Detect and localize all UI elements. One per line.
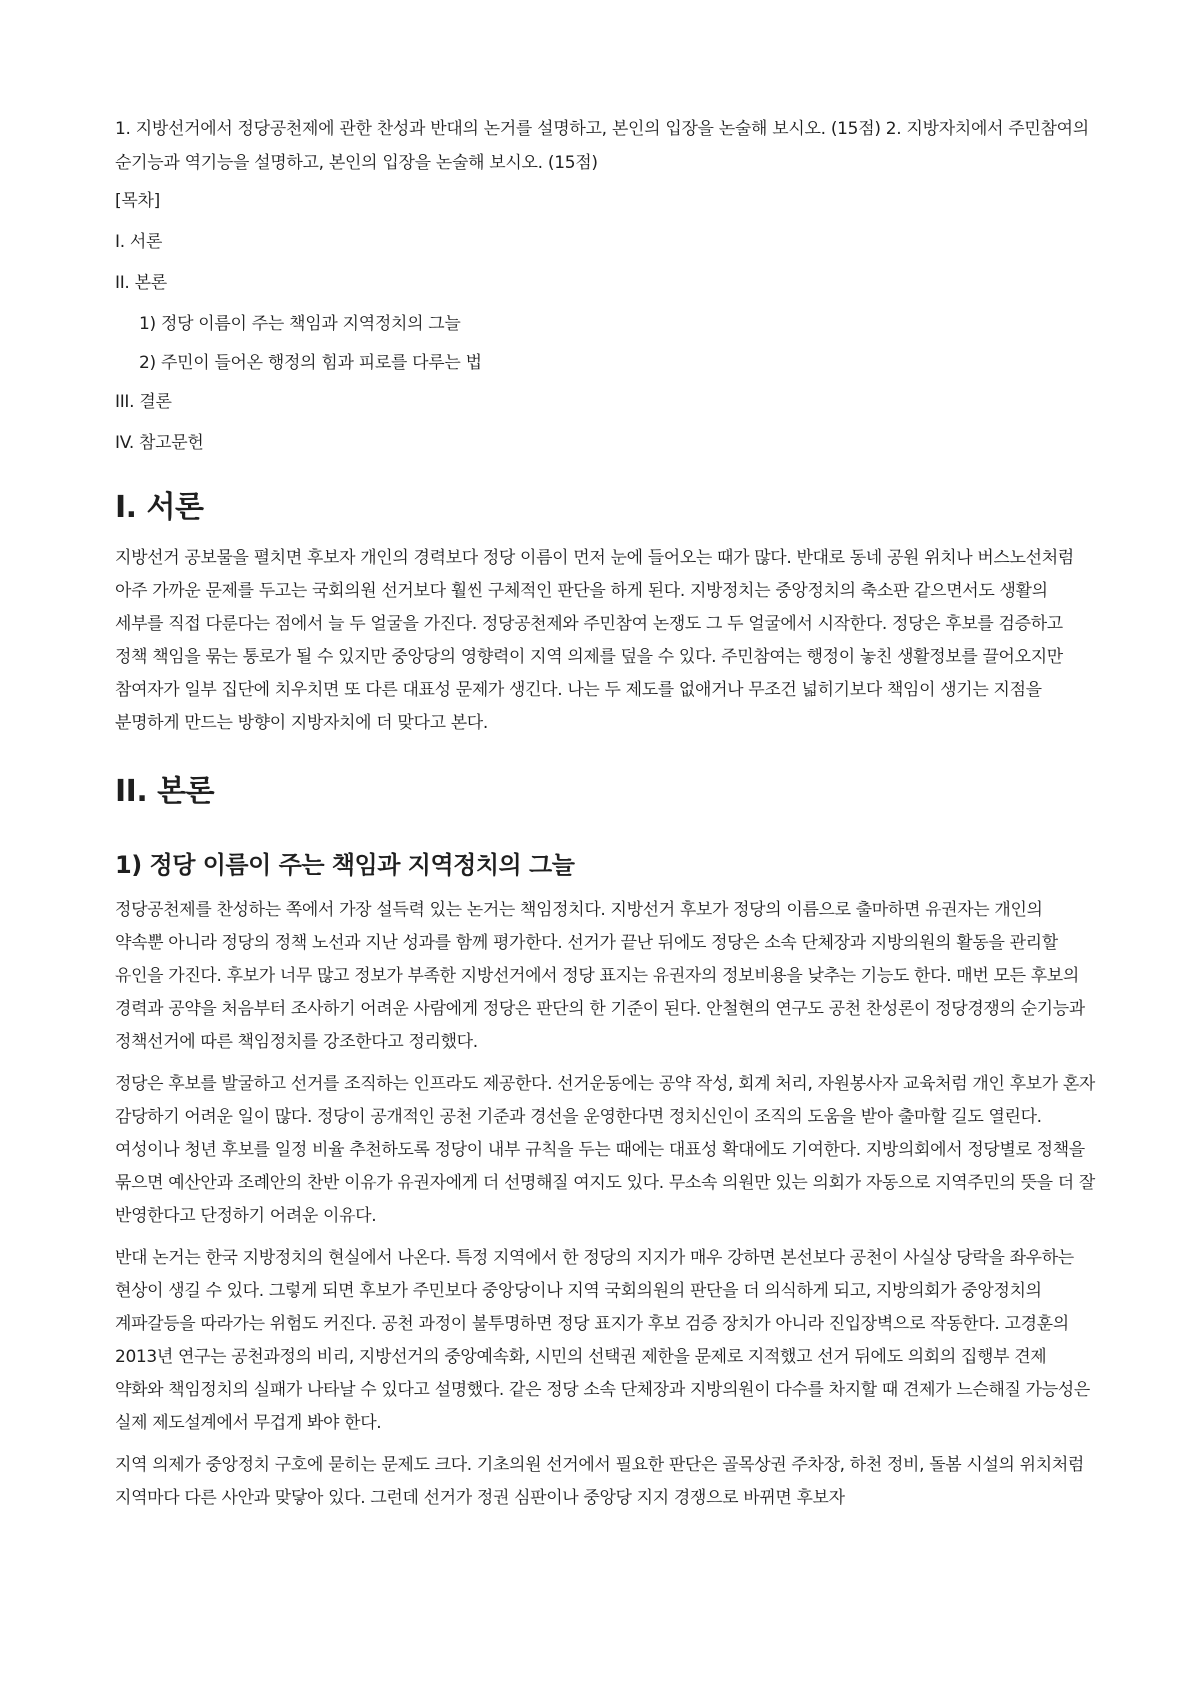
body-paragraph: 반대 논거는 한국 지방정치의 현실에서 나온다. 특정 지역에서 한 정당의 지지가 매우 강하면 본선보다 공천이 사실상 당락을 좌우하는 현상이 생길 수 있다. 그렇게 되면 후보가 주민보다 중앙당이나 지역 국회의원의 판단을 더 의식하게 되고, 지방의회가 중앙정치의 계파갈등을 따라가는 위험도 커진다. 공천 과정이 불투명하면 정당 표지가 후보 검증 장치가 아니라 진입장벽으로 작동한다. 고경훈의 2013년 연구는 공천과정의 비리, 지방선거의 중앙예속화, 시민의 선택권 제한을 문제로 지적했고 선거 뒤에도 의회의 집행부 견제 약화와 책임정치의 실패가 나타날 수 있다고 설명했다. 같은 정당 소속 단체장과 지방의원이 다수를 차지할 때 견제가 느슨해질 가능성은 실제 제도설계에서 무겁게 봐야 한다. (115, 1248, 1090, 1433)
assignment-question: 1. 지방선거에서 정당공천제에 관한 찬성과 반대의 논거를 설명하고, 본인의 입장을 논술해 보시오. (15점) 2. 지방자치에서 주민참여의 순기능과 역기능을 설명하고, 본인의 입장을 논술해 보시오. (15점) (115, 119, 1089, 173)
body-paragraph: 지역 의제가 중앙정치 구호에 묻히는 문제도 크다. 기초의원 선거에서 필요한 판단은 골목상권 주차장, 하천 정비, 돌봄 시설의 위치처럼 지역마다 다른 사안과 맞닿아 있다. 그런데 선거가 정권 심판이나 중앙당 지지 경쟁으로 바뀌면 후보자 (115, 1455, 1084, 1508)
body-paragraph: 정당공천제를 찬성하는 쪽에서 가장 설득력 있는 논거는 책임정치다. 지방선거 후보가 정당의 이름으로 출마하면 유권자는 개인의 약속뿐 아니라 정당의 정책 노선과 지난 성과를 함께 평가한다. 선거가 끝난 뒤에도 정당은 소속 단체장과 지방의원의 활동을 관리할 유인을 가진다. 후보가 너무 많고 정보가 부족한 지방선거에서 정당 표지는 유권자의 정보비용을 낮추는 기능도 한다. 매번 모든 후보의 경력과 공약을 처음부터 조사하기 어려운 사람에게 정당은 판단의 한 기준이 된다. 안철현의 연구도 공천 찬성론이 정당경쟁의 순기능과 정책선거에 따른 책임정치를 강조한다고 정리했다. (115, 900, 1085, 1052)
toc-heading: [목차] (115, 191, 160, 211)
table-of-contents (115, 188, 1095, 456)
document-page (115, 112, 1095, 1524)
toc-item-intro: I. 서론 (115, 232, 163, 252)
toc-item-body-1: 1) 정당 이름이 주는 책임과 지역정치의 그늘 (139, 314, 461, 334)
toc-item-body: II. 본론 (115, 273, 167, 293)
intro-heading: I. 서론 (115, 490, 204, 525)
subsection-1-heading: 1) 정당 이름이 주는 책임과 지역정치의 그늘 (115, 851, 575, 879)
body-heading: II. 본론 (115, 774, 215, 809)
toc-item-body-2: 2) 주민이 들어온 행정의 힘과 피로를 다루는 법 (139, 353, 482, 373)
toc-item-references: IV. 참고문헌 (115, 433, 204, 453)
body-paragraph: 정당은 후보를 발굴하고 선거를 조직하는 인프라도 제공한다. 선거운동에는 공약 작성, 회계 처리, 자원봉사자 교육처럼 개인 후보가 혼자 감당하기 어려운 일이 많다. 정당이 공개적인 공천 기준과 경선을 운영한다면 정치신인이 조직의 도움을 받아 출마할 길도 열린다. 여성이나 청년 후보를 일정 비율 추천하도록 정당이 내부 규칙을 두는 때에는 대표성 확대에도 기여한다. 지방의회에서 정당별로 정책을 묶으면 예산안과 조례안의 찬반 이유가 유권자에게 더 선명해질 여지도 있다. 무소속 의원만 있는 의회가 자동으로 지역주민의 뜻을 더 잘 반영한다고 단정하기 어려운 이유다. (115, 1074, 1095, 1226)
intro-paragraph: 지방선거 공보물을 펼치면 후보자 개인의 경력보다 정당 이름이 먼저 눈에 들어오는 때가 많다. 반대로 동네 공원 위치나 버스노선처럼 아주 가까운 문제를 두고는 국회의원 선거보다 훨씬 구체적인 판단을 하게 된다. 지방정치는 중앙정치의 축소판 같으면서도 생활의 세부를 직접 다룬다는 점에서 늘 두 얼굴을 가진다. 정당공천제와 주민참여 논쟁도 그 두 얼굴에서 시작한다. 정당은 후보를 검증하고 정책 책임을 묶는 통로가 될 수 있지만 중앙당의 영향력이 지역 의제를 덮을 수 있다. 주민참여는 행정이 놓친 생활정보를 끌어오지만 참여자가 일부 집단에 치우치면 또 다른 대표성 문제가 생긴다. 나는 두 제도를 없애거나 무조건 넓히기보다 책임이 생기는 지점을 분명하게 만드는 방향이 지방자치에 더 맞다고 본다. (115, 548, 1074, 733)
toc-item-conclusion: III. 결론 (115, 392, 172, 412)
